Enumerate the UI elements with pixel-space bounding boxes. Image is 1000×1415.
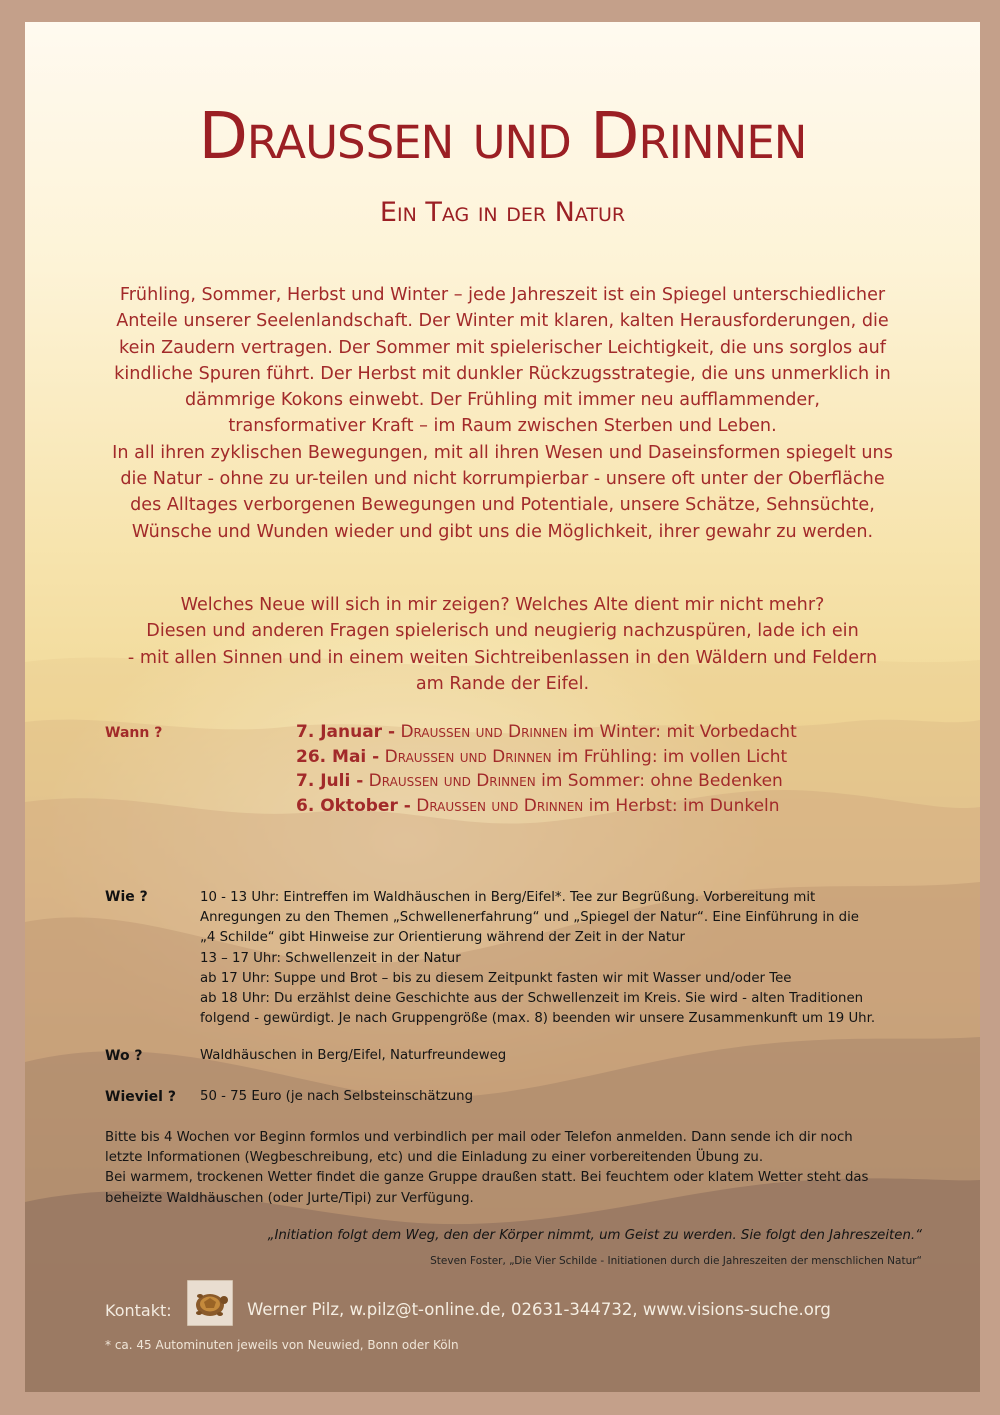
intro-line: kein Zaudern vertragen. Der Sommer mit spielerischer Leichtigkeit, die uns sorglos auf <box>119 337 886 358</box>
intro-line: transformativer Kraft – im Raum zwischen Sterben und Leben. <box>228 416 777 437</box>
event-description: im Sommer: ohne Bedenken <box>541 771 783 791</box>
note-line: beheizte Waldhäuschen (oder Jurte/Tipi) zur Verfügung. <box>105 1190 474 1206</box>
schedule-line: ab 18 Uhr: Du erzählst deine Geschichte aus der Schwellenzeit im Kreis. Sie wird - alten Traditionen <box>200 991 864 1007</box>
note-line: Bei warmem, trockenen Wetter findet die ganze Gruppe draußen statt. Bei feuchtem oder klatem Wetter steht das <box>105 1170 869 1186</box>
intro-line: Frühling, Sommer, Herbst und Winter – jede Jahreszeit ist ein Spiegel unterschiedlicher <box>119 285 886 305</box>
date: 7. Januar - <box>296 722 396 742</box>
event-name: Draußen und Drinnen <box>416 795 584 816</box>
question-line: Diesen und anderen Fragen spielerisch und neugierig nachzuspüren, lade ich ein <box>146 621 859 642</box>
intro-line: Anteile unserer Seelenlandschaft. Der Winter mit klaren, kalten Herausforderungen, die <box>116 311 889 332</box>
intro-line: des Alltages verborgenen Bewegungen und Potentiale, unsere Schätze, Sehnsüchte, <box>130 495 875 516</box>
questions-paragraph <box>95 592 910 697</box>
location-text: Waldhäuschen in Berg/Eifel, Naturfreundeweg <box>200 1048 507 1063</box>
turtle-photo-icon <box>187 1280 233 1326</box>
dates-list <box>296 720 797 818</box>
contact-label: Kontakt: <box>105 1301 172 1320</box>
date: 6. Oktober - <box>296 795 411 816</box>
wo-label: Wo ? <box>105 1048 143 1064</box>
intro-line: In all ihren zyklischen Bewegungen, mit all ihren Wesen und Daseinsformen spiegelt uns <box>112 442 893 463</box>
schedule-line: Anregungen zu den Themen „Schwellenerfahrung“ und „Spiegel der Natur“. Eine Einführung in die <box>200 910 859 926</box>
note-line: Bitte bis 4 Wochen vor Beginn formlos und verbindlich per mail oder Telefon anmelden. Dann sende ich dir noch <box>105 1130 853 1145</box>
date-row-july <box>296 769 797 794</box>
quote: „Initiation folgt dem Weg, den der Körper nimmt, um Geist zu werden. Sie folgt den Jahreszeiten.“ <box>267 1228 922 1243</box>
page-title: Draußen und Drinnen <box>198 100 807 174</box>
event-description: im Frühling: im vollen Licht <box>557 746 788 767</box>
contact-details: Werner Pilz, w.pilz@t-online.de, 02631-344732, www.visions-suche.org <box>247 1300 831 1319</box>
date: 26. Mai - <box>296 746 380 767</box>
intro-line: kindliche Spuren führt. Der Herbst mit dunkler Rückzugsstrategie, die uns unmerklich in <box>114 363 891 384</box>
question-line: - mit allen Sinnen und in einem weiten Sichtreibenlassen in den Wäldern und Feldern <box>127 647 878 668</box>
quote-source: Steven Foster, „Die Vier Schilde - Initiationen durch die Jahreszeiten der menschlichen Natur“ <box>430 1255 922 1267</box>
wann-label: Wann ? <box>105 725 163 741</box>
wie-label: Wie ? <box>105 889 148 905</box>
footnote: * ca. 45 Autominuten jeweils von Neuwied, Bonn oder Köln <box>105 1338 459 1352</box>
price-text: 50 - 75 Euro (je nach Selbsteinschätzung <box>200 1089 474 1104</box>
date-row-january <box>296 720 797 745</box>
schedule-line: folgend - gewürdigt. Je nach Gruppengröße (max. 8) beenden wir unsere Zusammenkunft um 19 Uhr. <box>200 1011 876 1027</box>
event-name: Draußen und Drinnen <box>384 746 552 767</box>
schedule-line: ab 17 Uhr: Suppe und Brot – bis zu diesem Zeitpunkt fasten wir mit Wasser und/oder Tee <box>200 970 792 986</box>
date: 7. Juli - <box>296 771 364 791</box>
event-name: Draußen und Drinnen <box>368 771 536 791</box>
note-line: letzte Informationen (Wegbeschreibung, etc) und die Einladung zu einer vorbereitenden Übung zu. <box>105 1150 764 1166</box>
intro-paragraph <box>95 282 910 545</box>
date-row-may <box>296 745 797 770</box>
event-name: Draußen und Drinnen <box>400 722 568 742</box>
poster <box>25 22 980 1392</box>
schedule-text <box>200 888 940 1029</box>
date-row-october <box>296 794 797 819</box>
intro-line: dämmrige Kokons einwebt. Der Frühling mit immer neu aufflammender, <box>184 390 821 411</box>
schedule-line: 10 - 13 Uhr: Eintreffen im Waldhäuschen in Berg/Eifel*. Tee zur Begrüßung. Vorbereitung mit <box>200 890 816 905</box>
intro-line: Wünsche und Wunden wieder und gibt uns die Möglichkeit, ihrer gewahr zu werden. <box>131 521 874 542</box>
schedule-line: 13 – 17 Uhr: Schwellenzeit in der Natur <box>200 950 461 966</box>
schedule-line: „4 Schilde“ gibt Hinweise zur Orientierung während der Zeit in der Natur <box>200 930 686 946</box>
event-description: im Winter: mit Vorbedacht <box>572 722 797 742</box>
question-line: am Rande der Eifel. <box>415 673 590 694</box>
question-line: Welches Neue will sich in mir zeigen? Welches Alte dient mir nicht mehr? <box>180 595 825 615</box>
page-subtitle: Ein Tag in der Natur <box>379 197 626 228</box>
wieviel-label: Wieviel ? <box>105 1089 176 1105</box>
intro-line: die Natur - ohne zu ur-teilen und nicht korrumpierbar - unsere oft unter der Oberfläche <box>120 469 885 490</box>
event-description: im Herbst: im Dunkeln <box>588 795 780 816</box>
registration-notes <box>105 1128 935 1209</box>
